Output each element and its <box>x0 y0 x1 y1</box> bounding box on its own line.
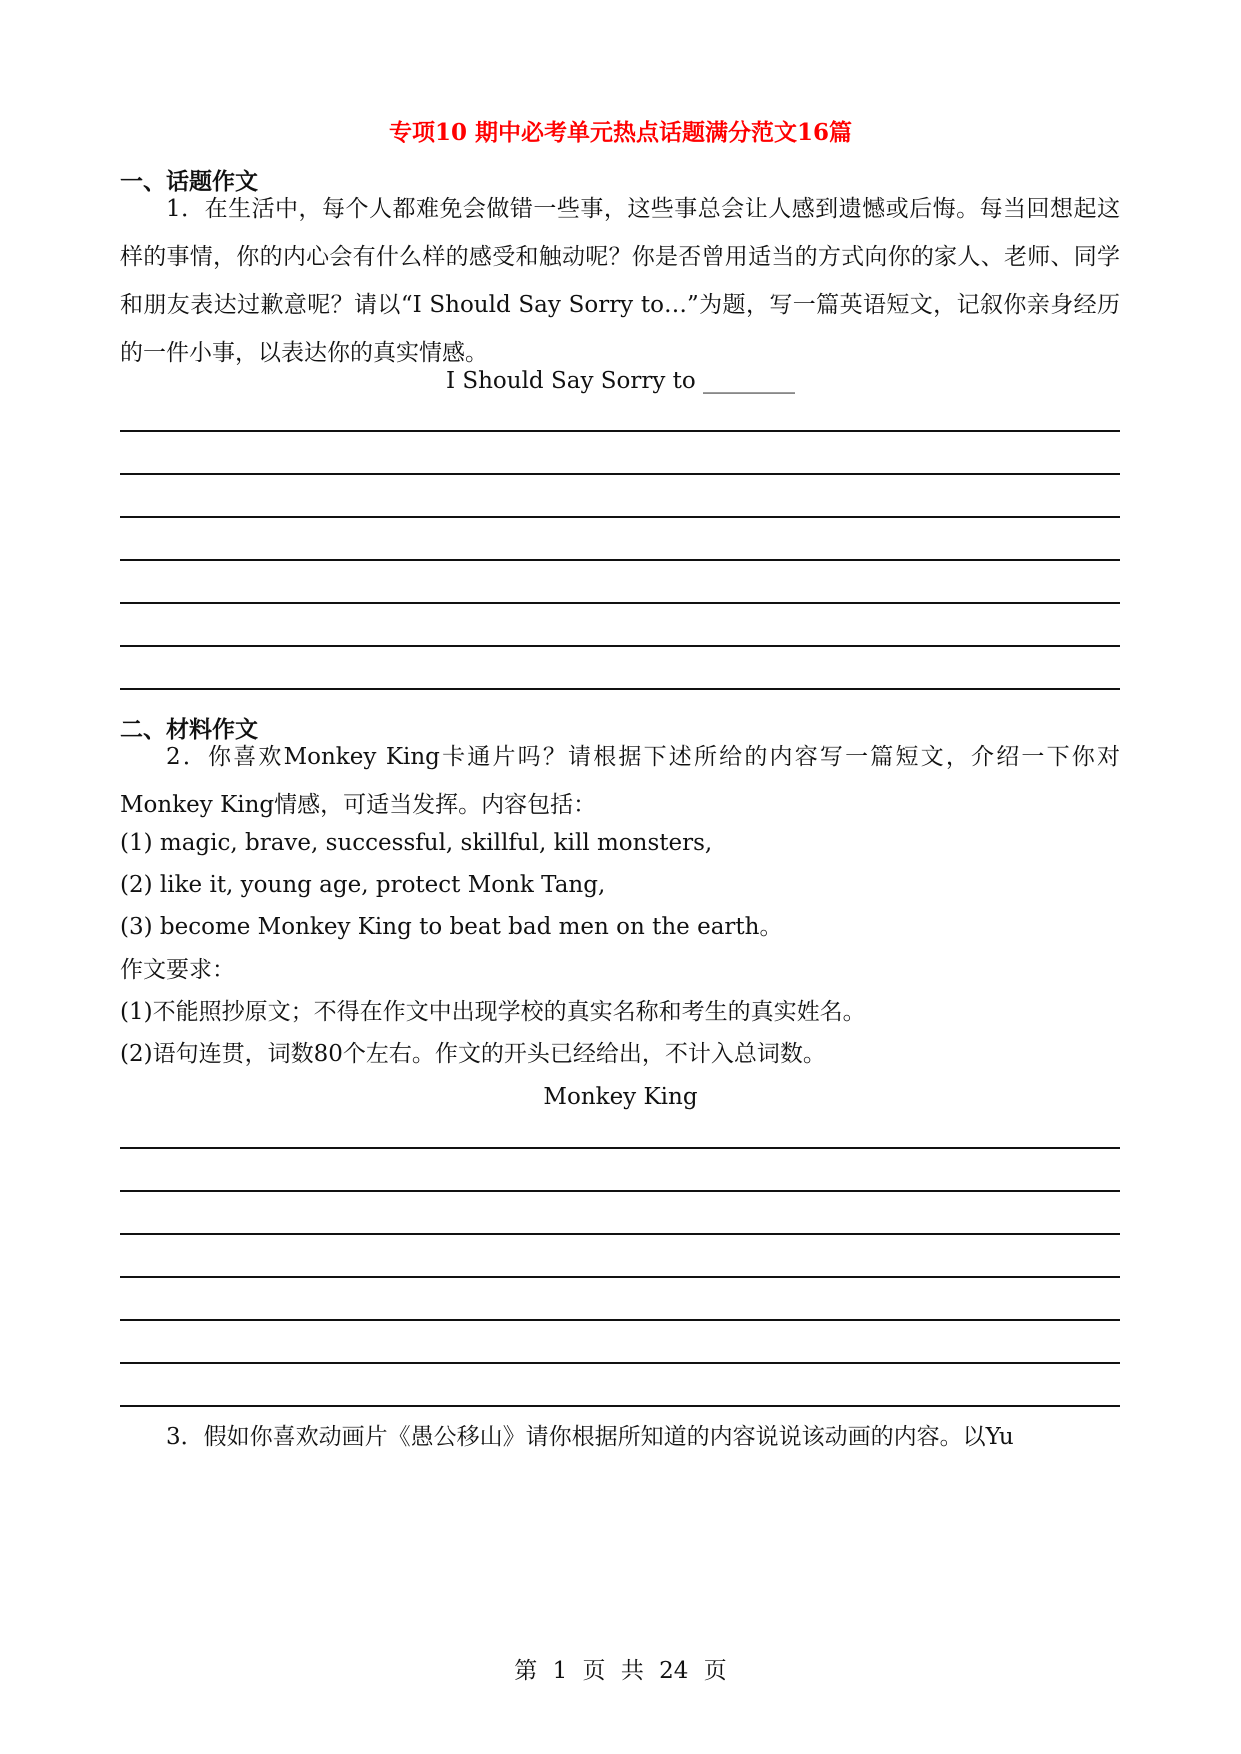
writing-line <box>120 1362 1120 1364</box>
writing-line <box>120 430 1120 432</box>
writing-line <box>120 559 1120 561</box>
content-point: (2) like it, young age, protect Monk Tang, <box>120 872 606 898</box>
writing-line <box>120 645 1120 647</box>
requirement-item: (2)语句连贯，词数80个左右。作文的开头已经给出，不计入总词数。 <box>120 1041 826 1067</box>
writing-line <box>120 1147 1120 1149</box>
writing-line <box>120 1405 1120 1407</box>
writing-line <box>120 602 1120 604</box>
requirements-heading: 作文要求： <box>120 957 235 983</box>
section-heading-material-essay: 二、材料作文 <box>120 716 258 743</box>
section-heading-topic-essay: 一、话题作文 <box>120 168 258 195</box>
question-2-prompt <box>120 733 1120 829</box>
requirement-item: (1)不能照抄原文；不得在作文中出现学校的真实名称和考生的真实姓名。 <box>120 999 866 1025</box>
content-point: (3) become Monkey King to beat bad men on the earth。 <box>120 914 783 940</box>
writing-line <box>120 1233 1120 1235</box>
writing-line <box>120 1190 1120 1192</box>
page-footer: 第 1 页 共 24 页 <box>514 1658 727 1684</box>
essay-title-monkey-king: Monkey King <box>543 1084 698 1110</box>
writing-line <box>120 516 1120 518</box>
writing-line <box>120 473 1120 475</box>
question-1-text: 1．在生活中，每个人都难免会做错一些事，这些事总会让人感到遗憾或后悔。每当回想起这样的事情，你的内心会有什么样的感受和触动呢？你是否曾用适当的方式向你的家人、老师、同学和朋友表达过歉意呢？请以“I Should Say Sorry to…”为题，写一篇英语短文，记叙你亲身经历的一件小事，以表达你的真实情感。 <box>120 196 1120 366</box>
question-3-text: 3．假如你喜欢动画片《愚公移山》请你根据所知道的内容说说该动画的内容。以Yu <box>166 1424 1014 1450</box>
writing-line <box>120 688 1120 690</box>
writing-line <box>120 1319 1120 1321</box>
question-1-prompt <box>120 185 1120 377</box>
document-title: 专项10 期中必考单元热点话题满分范文16篇 <box>388 119 853 146</box>
question-2-text: 2．你喜欢Monkey King卡通片吗？请根据下述所给的内容写一篇短文，介绍一下你对Monkey King情感，可适当发挥。内容包括： <box>120 744 1120 818</box>
writing-line <box>120 1276 1120 1278</box>
essay-title-sorry: I Should Say Sorry to ________ <box>445 368 796 394</box>
content-point: (1) magic, brave, successful, skillful, kill monsters, <box>120 830 713 856</box>
